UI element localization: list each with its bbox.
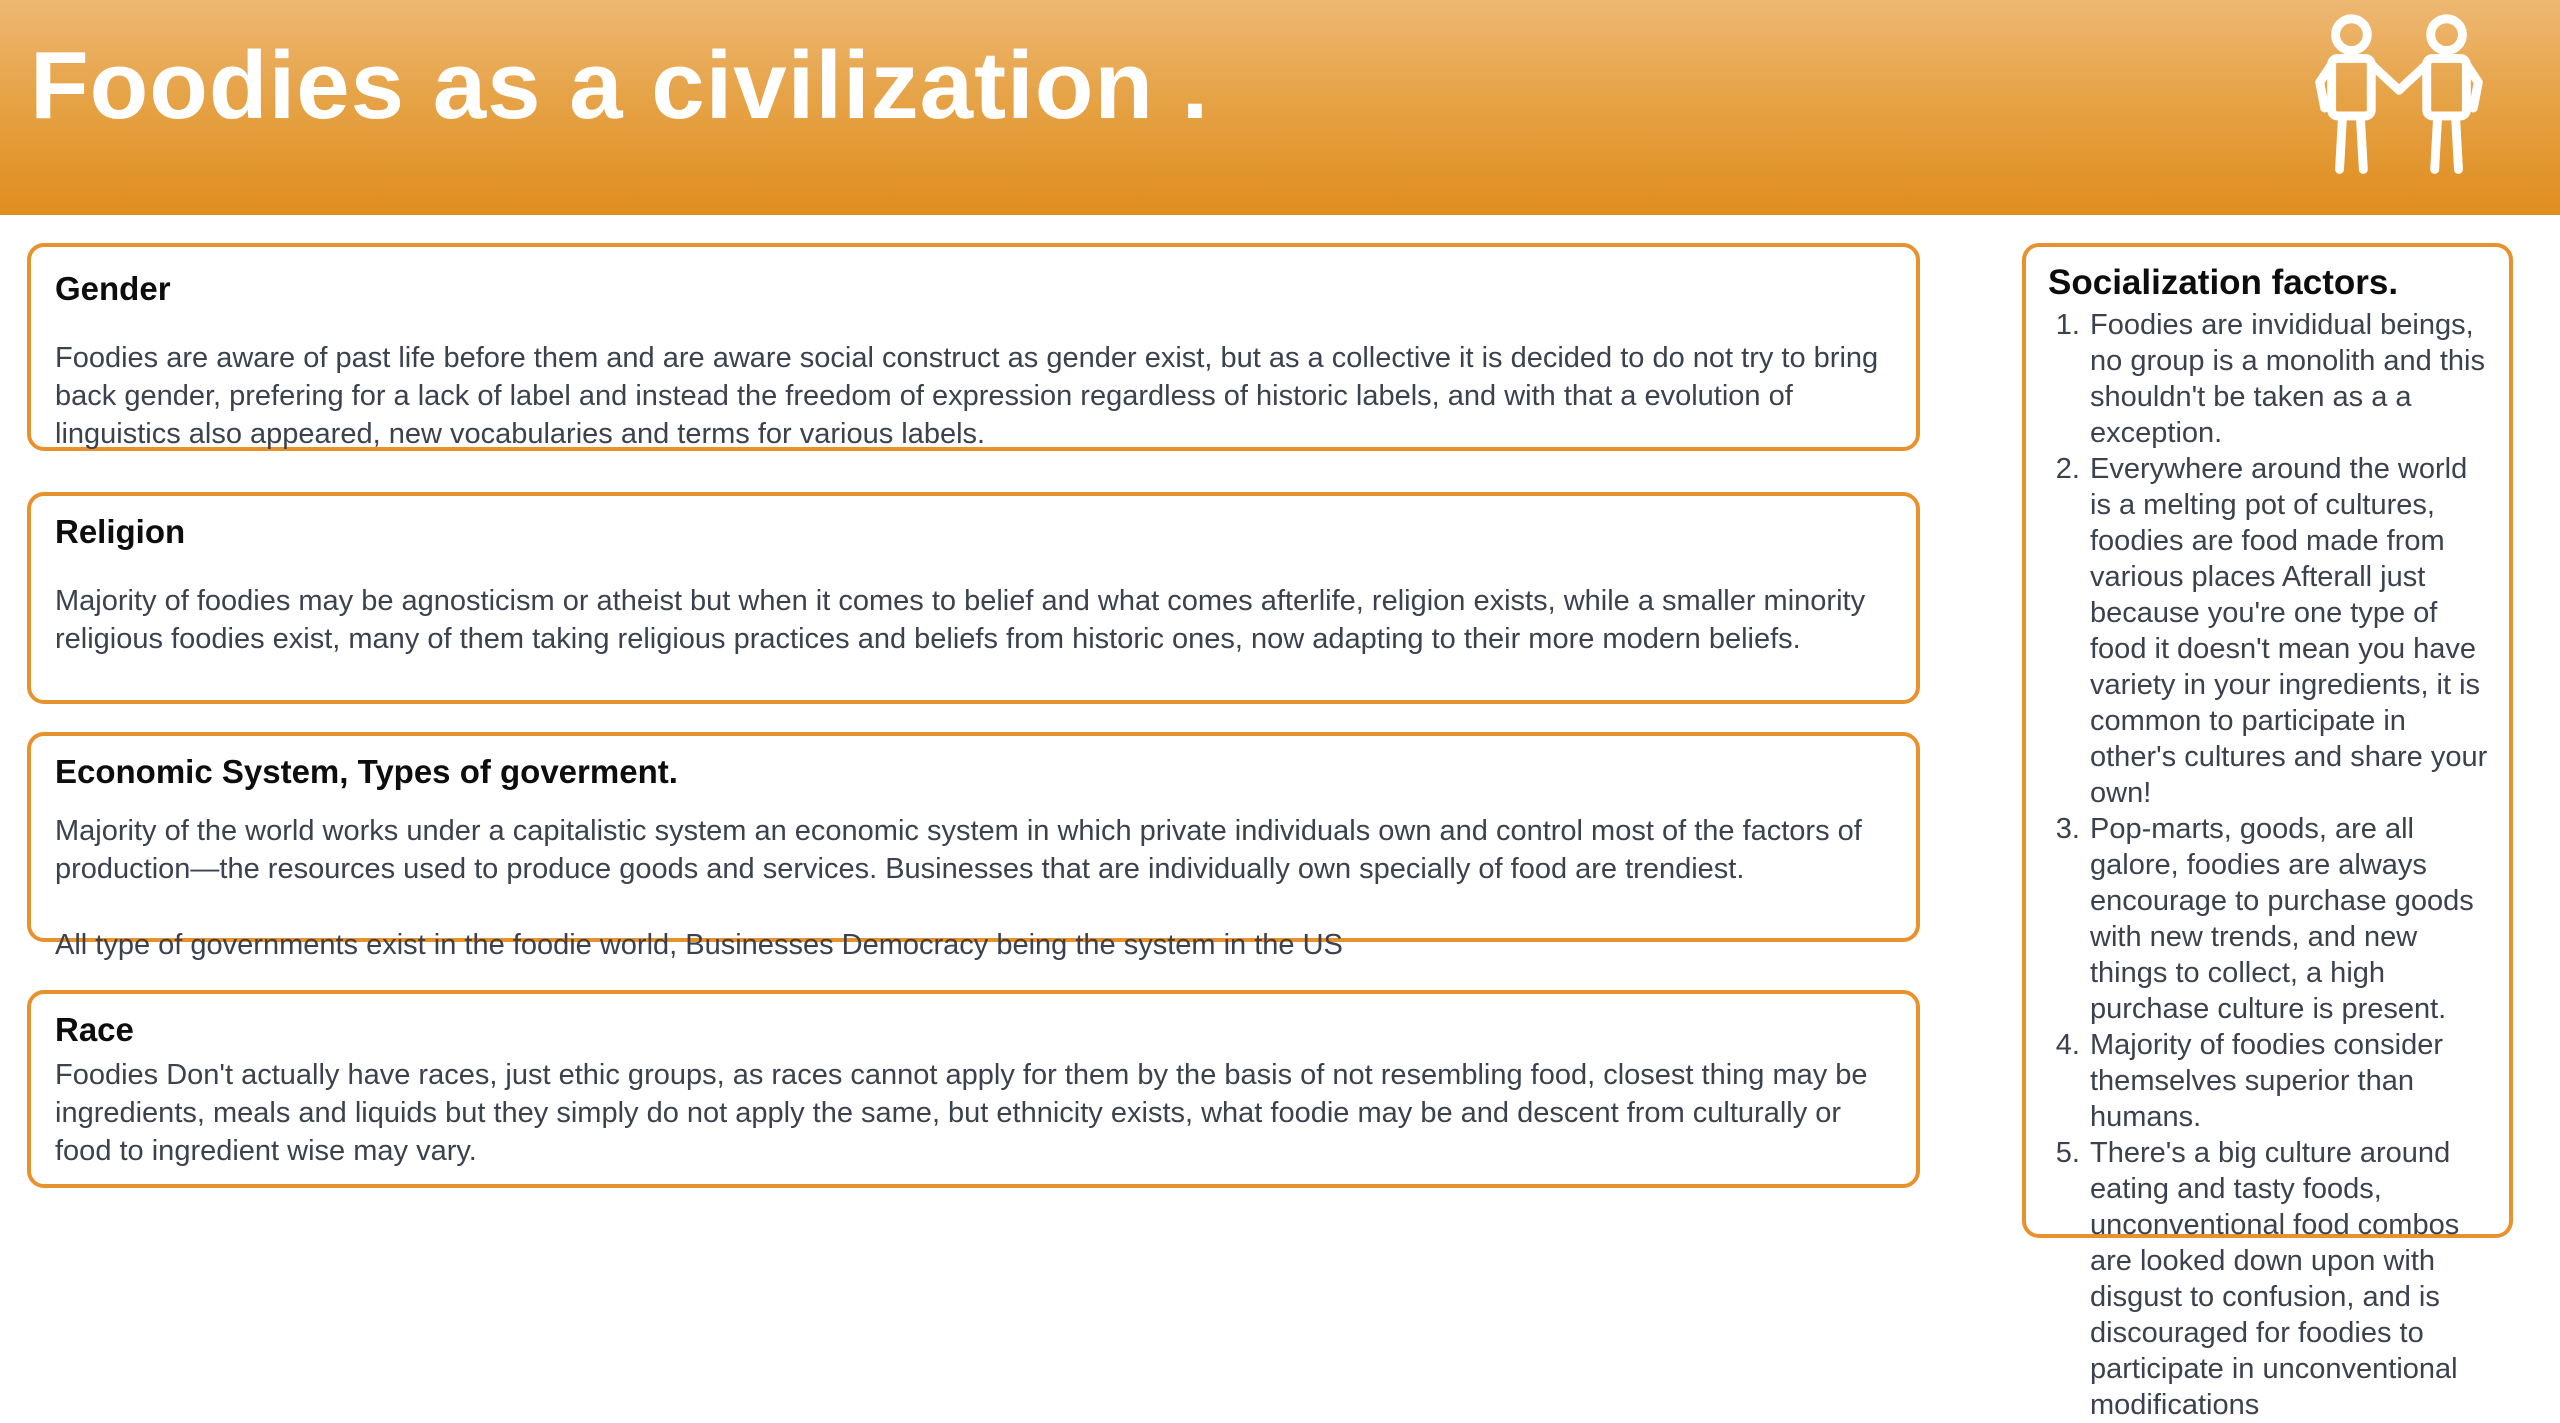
section-heading-economic-system: Economic System, Types of goverment.	[55, 753, 678, 790]
section-text-race: Foodies Don't actually have races, just ethic groups, as races cannot apply for them by the basis of not resembling food, closest thing may be ingredients, meals and liquids but they simply do not apply the same, but ethnicity exists, what foodie may be and descent from culturally or food to ingredient wise may vary.	[55, 1059, 1868, 1167]
section-box-economic-system	[27, 732, 1920, 961]
sidebar-socialization-factors	[2022, 243, 2513, 1421]
page-title: Foodies as a civilization .	[30, 32, 1210, 139]
section-text-religion: Majority of foodies may be agnosticism or atheist but when it comes to belief and what comes afterlife, religion exists, while a smaller minority religious foodies exist, many of them taking religious practices and beliefs from historic ones, now adapting to their more modern beliefs.	[55, 585, 1866, 655]
sidebar-list-item-4: 4. Majority of foodies consider themselves superior than humans.	[2088, 1027, 2495, 1135]
sidebar-list-item-2: 2. Everywhere around the world is a melting pot of cultures, foodies are food made from various places Afterall just because you're one type of food it doesn't mean you have variety in your ingredients, it is common to participate in other's cultures and share your own!	[2088, 451, 2495, 811]
section-text-economic-system-1: Majority of the world works under a capitalistic system an economic system in which private individuals own and control most of the factors of production—the resources used to produce goods and services. Businesses that are individually own specially of food are trendiest.	[55, 815, 1862, 885]
section-text-gender: Foodies are aware of past life before them and are aware social construct as gender exist, but as a collective it is decided to do not try to bring back gender, prefering for a lack of label and instead the freedom of expression regardless of historic labels, and with that a evolution of linguistics also appeared, new vocabularies and terms for various labels.	[55, 342, 1879, 450]
sidebar-list-item-5: 5. There's a big culture around eating and tasty foods, unconventional food combos are looked down upon with disgust to confusion, and is discouraged for foodies to participate in unconventional modifications	[2088, 1135, 2495, 1423]
sidebar-heading: Socialization factors.	[2048, 263, 2399, 302]
header-banner	[0, 0, 2560, 215]
section-heading-gender: Gender	[55, 270, 171, 307]
section-heading-religion: Religion	[55, 513, 186, 550]
section-heading-race: Race	[55, 1011, 134, 1048]
sidebar-list-item-1: 1. Foodies are invididual beings, no group is a monolith and this shouldn't be taken as a a exception.	[2088, 307, 2495, 451]
sidebar-list-item-3: 3. Pop-marts, goods, are all galore, foodies are always encourage to purchase goods with new trends, and new things to collect, a high purchase culture is present.	[2088, 811, 2495, 1027]
handshake-people-icon	[2290, 6, 2508, 208]
sidebar-list	[2044, 307, 2495, 1423]
section-box-religion	[27, 492, 1920, 704]
section-text-economic-system-2: All type of governments exist in the foodie world, Businesses Democracy being the system in the US	[55, 929, 1343, 961]
section-box-race	[27, 990, 1920, 1188]
section-box-gender	[27, 243, 1920, 451]
